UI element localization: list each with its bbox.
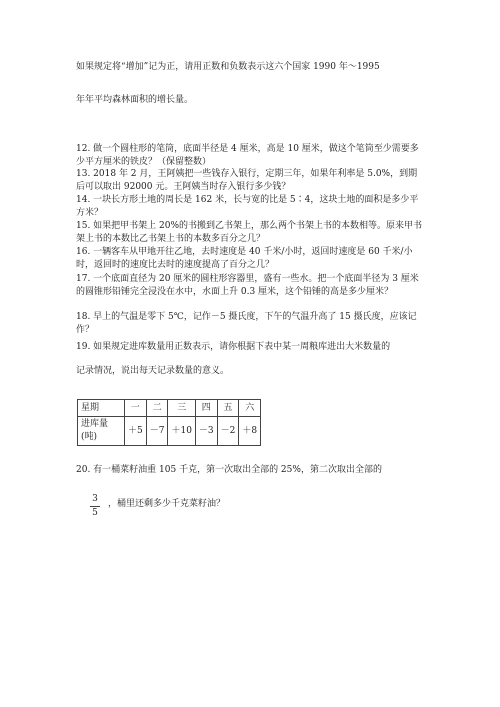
table-cell-day: 五 — [217, 400, 239, 417]
intro-line-1: 如果规定将“增加”记为正，请用正数和负数表示这六个国家 1990 年～1995 — [76, 62, 380, 72]
intro-line-2: 年年平均森林面积的增长量。 — [76, 95, 194, 105]
table-cell-value: ＋10 — [168, 417, 195, 446]
fraction-numerator: 3 — [92, 494, 98, 504]
question-15: 15. 如果把甲书架上 20%的书搬到乙书架上，那么两个书架上书的本数相等。原来甲书架上书的本数比乙书架上书的本数多百分之几？ — [76, 221, 423, 244]
question-17: 17. 一个底面直径为 20 厘米的圆柱形容器里，盛有一些水。把一个底面半径为 3 厘米的圆锥形铅锤完全浸没在水中，水面上升 0.3 厘米，这个铅锤的高是多少厘米？ — [76, 274, 419, 297]
question-18: 18. 早上的气温是零下 5℃，记作－5 摄氏度，下午的气温升高了 15 摄氏度，应该记作？ — [76, 312, 417, 335]
table-header-weekday: 星期 — [78, 400, 125, 417]
table-cell-day: 二 — [146, 400, 168, 417]
question-20-line-1: 20. 有一桶菜籽油重 105 千克，第一次取出全部的 25%，第二次取出全部的 — [76, 465, 382, 475]
question-19-line-1: 19. 如果规定进库数量用正数表示，请你根据下表中某一周粮库进出大米数量的 — [76, 342, 391, 352]
table-row — [78, 417, 261, 446]
fraction-three-fifths — [90, 494, 100, 519]
question-16: 16. 一辆客车从甲地开往乙地，去时速度是 40 千米/小时，返回时速度是 60 千米/小时，返回时的速度比去时的速度提高了百分之几？ — [76, 247, 413, 270]
table-header-storage: 进库量(吨) — [78, 417, 125, 446]
table-cell-value: －2 — [217, 417, 239, 446]
table-cell-day: 四 — [195, 400, 217, 417]
table-cell-value: ＋5 — [125, 417, 147, 446]
question-12: 12. 做一个圆柱形的笔筒，底面半径是 4 厘米，高是 10 厘米，做这个笔筒至少需要多少平方厘米的铁皮？（保留整数） — [76, 144, 419, 167]
table-cell-day: 三 — [168, 400, 195, 417]
fraction-denominator: 5 — [92, 508, 98, 518]
question-13: 13. 2018 年 2 月，王阿姨把一些钱存入银行，定期三年，如果年利率是 5.0%，到期后可以取出 92000 元。王阿姨当时存入银行多少钱？ — [76, 169, 418, 192]
grain-record-table — [77, 399, 261, 446]
table-cell-value: ＋8 — [239, 417, 261, 446]
question-19-line-2: 记录情况，说出每天记录数量的意义。 — [76, 366, 230, 376]
question-20-line-2: ，桶里还剩多少千克菜籽油？ — [108, 499, 226, 509]
table-row — [78, 400, 261, 417]
fraction-bar — [90, 506, 100, 507]
table-cell-value: －3 — [195, 417, 217, 446]
table-cell-day: 一 — [125, 400, 147, 417]
table-cell-day: 六 — [239, 400, 261, 417]
table-cell-value: －7 — [146, 417, 168, 446]
question-14: 14. 一块长方形土地的周长是 162 米，长与宽的比是 5∶4，这块土地的面积是多少平方米？ — [76, 195, 419, 218]
